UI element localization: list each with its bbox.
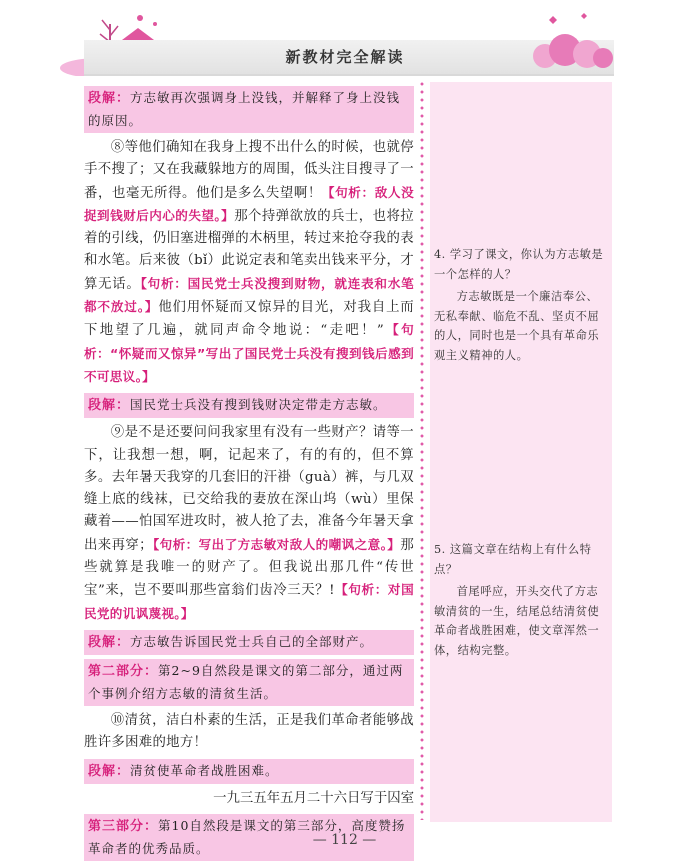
note-label: 段解：	[88, 398, 131, 414]
note-label: 段解：	[88, 763, 131, 779]
answer-text: 首尾呼应，开头交代了方志敏清贫的一生，结尾总结清贫使革命者战胜困难，使文章浑然一体，结构完整。	[434, 585, 600, 657]
body-paragraph	[84, 710, 414, 755]
note-label: 第二部分：	[88, 663, 159, 679]
main-text-column	[84, 82, 414, 865]
body-text: ⑨是不是还要问问我家里有没有一些财产？请等一下，让我想一想，啊，记起来了，有的有的，但不算多。去年暑天我穿的几套旧的汗褂（guà）裤，与几双缝上底的线袜，已交给我的妻放在深山坞（wù）里保藏着——怕国军进攻时，被人抢了去，准备今年暑天拿出来再穿；	[84, 425, 414, 553]
section-note	[84, 393, 414, 418]
note-text: 第2~9自然段是课文的第二部分，通过两个事例介绍方志敏的清贫生活。	[88, 662, 404, 701]
dotted-divider	[419, 80, 425, 820]
note-label: 第三部分：	[88, 818, 159, 834]
question-text: 5. 这篇文章在结构上有什么特点？	[434, 543, 592, 576]
sentence-analysis: 【句析：“怀疑而又惊异”写出了国民党士兵没有搜到钱后感到不可思议。】	[84, 322, 414, 384]
note-text: 方志敏再次强调身上没钱，并解释了身上没钱的原因。	[88, 90, 401, 128]
body-paragraph	[84, 137, 414, 389]
note-text: 清贫使革命者战胜困难。	[130, 762, 279, 778]
section-note	[84, 759, 414, 784]
question-text: 4. 学习了课文，你认为方志敏是一个怎样的人？	[434, 248, 604, 281]
body-text: ⑩清贫，洁白朴素的生活，正是我们革命者能够战胜许多困难的地方！	[84, 712, 414, 751]
body-text: 那些就算是我唯一的财产了。但我说出那几件“传世宝”来，岂不要叫那些富翁们齿冷三天？!	[84, 537, 415, 599]
sentence-analysis: 【句析：国民党士兵没搜到财物，就连表和水笔都不放过。】	[84, 275, 415, 315]
note-text: 方志敏告诉国民党士兵自己的全部财产。	[130, 633, 374, 649]
section-note	[84, 659, 414, 706]
cloud-decoration-icon	[525, 12, 620, 74]
header-title: 新教材完全解读	[285, 48, 405, 66]
note-label: 段解：	[88, 91, 131, 106]
note-text: 第10自然段是课文的第三部分，高度赞扬革命者的优秀品质。	[88, 817, 406, 856]
body-paragraph	[84, 422, 414, 626]
body-text: ⑧等他们确知在我身上搜不出什么的时候，也就停手不搜了；又在我藏躲地方的周围，低头注目搜寻了一番，也毫无所得。他们是多么失望啊！	[84, 140, 414, 201]
note-label: 段解：	[88, 634, 131, 650]
body-text: 他们用怀疑而又惊异的目光，对我自上而下地望了几遍，就同声命令地说：“走吧！”	[84, 300, 414, 339]
section-note	[84, 86, 414, 133]
sentence-analysis: 【句析：写出了方志敏对敌人的嘲讽之意。】	[152, 536, 401, 552]
answer-text: 方志敏既是一个廉洁奉公、无私奉献、临危不乱、坚贞不屈的人，同时也是一个具有革命乐观主义精神的人。	[434, 290, 600, 362]
sentence-analysis: 【句析：敌人没捉到钱财后内心的失望。】	[84, 184, 414, 223]
annotation-margin-column	[430, 82, 612, 822]
section-note	[84, 630, 414, 655]
page-header	[0, 0, 689, 78]
body-text: 那个持弹欲放的兵士，也将拉着的引线，仍旧塞进榴弹的木柄里，转过来抢夺我的表和水笔。后来彼（bǐ）此说定表和笔卖出钱来平分，才算无话。	[84, 208, 414, 292]
note-text: 国民党士兵没有搜到钱财决定带走方志敏。	[130, 397, 387, 413]
date-signature: 一九三五年五月二十六日写于囚室	[213, 790, 414, 806]
sentence-analysis: 【句析：对国民党的讥讽蔑视。】	[84, 582, 414, 621]
margin-question-5	[434, 540, 608, 660]
margin-question-4	[434, 245, 608, 365]
page-number: — 112 —	[312, 832, 377, 848]
